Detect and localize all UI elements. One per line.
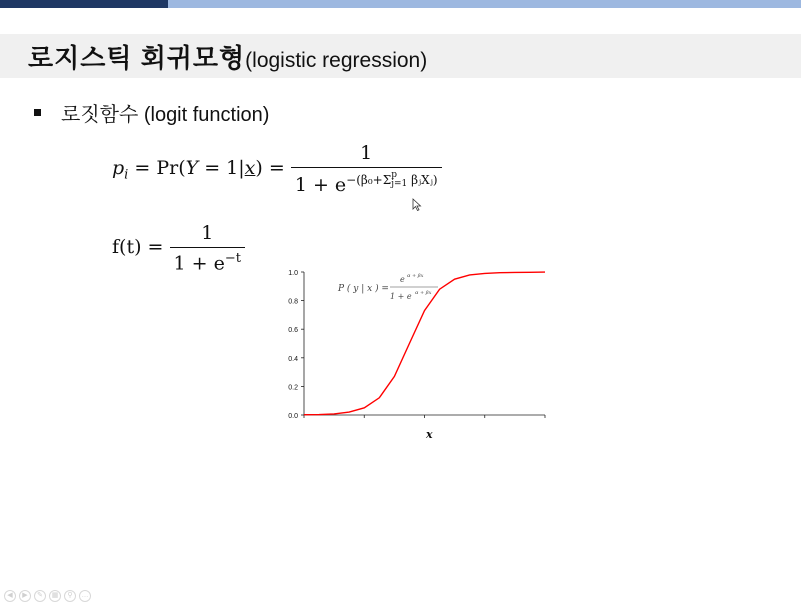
prev-icon[interactable]: ◀ xyxy=(4,590,16,602)
next-icon[interactable]: ▶ xyxy=(19,590,31,602)
eq1-denominator xyxy=(291,167,442,196)
eq1-close: ) = xyxy=(255,156,291,179)
equation-pi xyxy=(112,142,442,196)
slides-icon[interactable]: ▦ xyxy=(49,590,61,602)
eq1-den-exp-tail: βⱼXⱼ) xyxy=(407,172,438,187)
eq2-numerator: 1 xyxy=(201,222,214,244)
chart-y-ticks xyxy=(288,270,304,420)
eq1-sum-sup: p xyxy=(391,170,397,180)
eq1-fraction xyxy=(291,142,442,196)
eq1-sum-sub: j=1 xyxy=(391,179,408,189)
equation-ft xyxy=(112,222,245,274)
eq2-lhs: f(t) = xyxy=(112,236,170,259)
top-accent-bar xyxy=(0,0,801,8)
chart-y-tick-label: 0.6 xyxy=(288,327,298,335)
chart-y-tick-label: 0.8 xyxy=(288,298,298,306)
eq1-lhs-sub: i xyxy=(124,167,129,183)
eq1-den-prefix: 1 + e xyxy=(294,173,347,196)
chart-x-label: x xyxy=(426,428,433,441)
bullet-text: 로짓함수 (logit function) xyxy=(61,104,270,126)
eq2-den-prefix: 1 + e xyxy=(173,252,225,275)
zoom-icon[interactable]: ⚲ xyxy=(64,590,76,602)
eq1-x: x xyxy=(244,156,256,179)
chart-formula-den: 1 + e xyxy=(390,292,412,301)
eq2-fraction xyxy=(170,222,245,274)
chart-formula-label: P ( y | x ) = xyxy=(338,284,389,294)
top-accent-light xyxy=(168,0,801,8)
eq1-pr: = Pr( xyxy=(128,156,186,179)
chart-formula-den-exp: α + βx xyxy=(415,290,432,296)
top-accent-dark xyxy=(0,0,168,8)
eq1-given: = 1| xyxy=(198,156,245,179)
logistic-chart xyxy=(272,262,562,452)
chart-formula-num-exp: α + βx xyxy=(407,273,424,279)
chart-formula xyxy=(337,273,438,301)
chart-y-tick-label: 0.0 xyxy=(288,413,298,420)
chart-y-tick-label: 0.4 xyxy=(288,355,298,363)
eq1-lhs: p xyxy=(112,156,125,179)
slide-title-en: (logistic regression) xyxy=(245,49,428,72)
mouse-cursor-icon xyxy=(412,198,422,212)
slide-title xyxy=(28,38,427,75)
eq1-numerator: 1 xyxy=(360,142,373,164)
chart-y-tick-label: 1.0 xyxy=(288,270,298,277)
chart-x-ticks xyxy=(304,415,545,418)
eq1-y: Y xyxy=(185,156,199,179)
eq2-den-exp: −t xyxy=(224,251,241,266)
slideshow-controls xyxy=(4,584,94,598)
bullet-item xyxy=(34,98,269,127)
pen-icon[interactable]: ✎ xyxy=(34,590,46,602)
slide-title-ko: 로지스틱 회귀모형 xyxy=(28,43,246,73)
eq2-denominator xyxy=(170,247,245,274)
eq1-den-exp: −(β₀+Σ xyxy=(346,172,392,187)
chart-formula-num: e xyxy=(400,275,405,284)
chart-y-tick-label: 0.2 xyxy=(288,384,298,392)
more-icon[interactable]: … xyxy=(79,590,91,602)
bullet-square-icon xyxy=(34,109,41,116)
